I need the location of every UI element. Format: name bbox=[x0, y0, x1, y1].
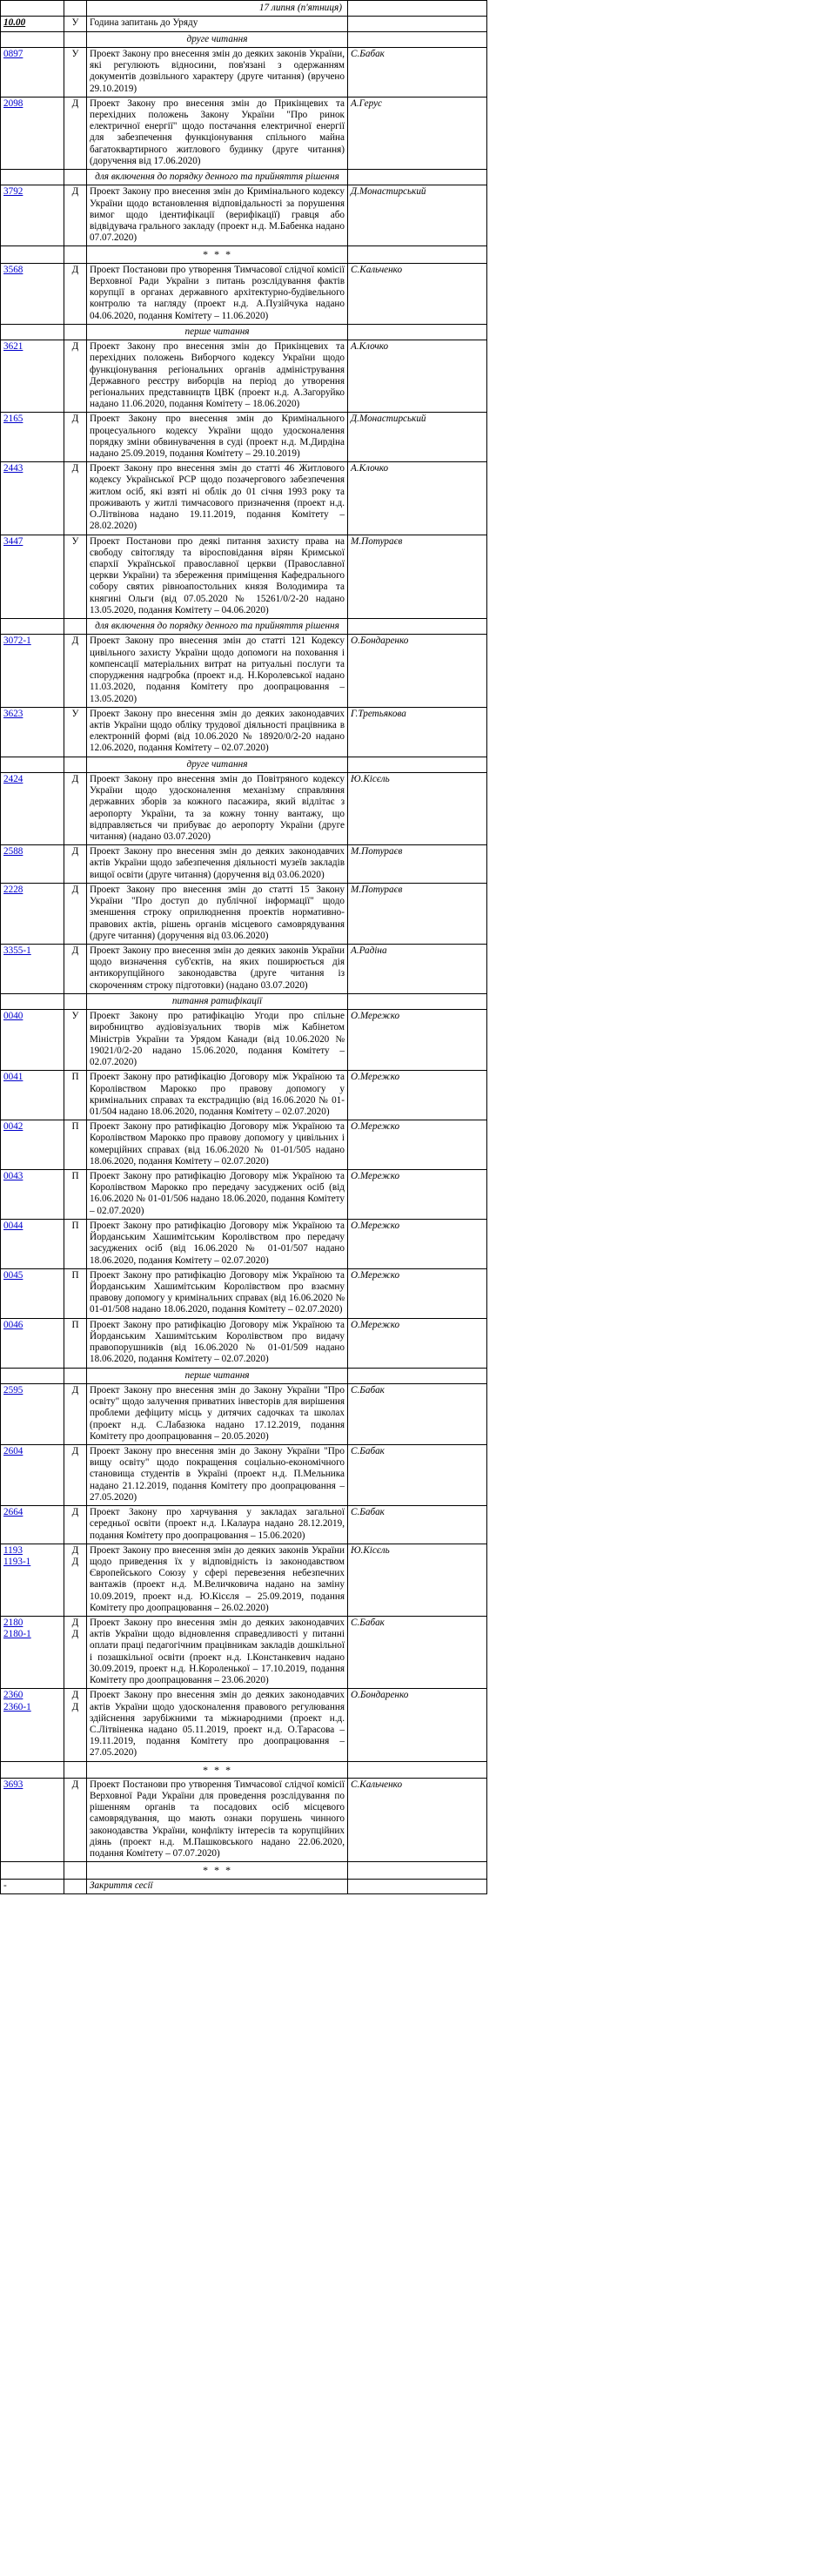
responsible-person: С.Кальченко bbox=[348, 263, 487, 324]
bill-number-link[interactable]: 2588 bbox=[3, 846, 23, 858]
bill-type-cell bbox=[64, 1071, 87, 1120]
bill-number-link[interactable]: 0043 bbox=[3, 1171, 23, 1182]
heading-type-cell bbox=[64, 170, 87, 185]
bill-title: Година запитань до Уряду bbox=[87, 17, 348, 31]
closing-type-cell bbox=[64, 1879, 87, 1893]
bill-type-code: Д bbox=[71, 341, 79, 353]
separator-label: * * * bbox=[87, 1862, 348, 1879]
bill-type-code: П bbox=[71, 1171, 79, 1182]
bill-type-cell bbox=[64, 635, 87, 707]
section-heading-row bbox=[1, 170, 838, 185]
bill-type-cell bbox=[64, 1383, 87, 1444]
responsible-person: О.Мережко bbox=[348, 1219, 487, 1268]
bill-type-code: П bbox=[71, 1220, 79, 1231]
bill-number-cell[interactable] bbox=[1, 1383, 64, 1444]
bill-number-link-alt[interactable]: 2180-1 bbox=[3, 1629, 31, 1640]
bill-type-cell bbox=[64, 535, 87, 619]
bill-number-cell[interactable] bbox=[1, 1219, 64, 1268]
responsible-person: О.Мережко bbox=[348, 1010, 487, 1071]
responsible-person: С.Бабак bbox=[348, 1506, 487, 1544]
bill-number-link-alt[interactable]: 2360-1 bbox=[3, 1701, 31, 1712]
bill-title: Проект Закону про внесення змін до Закону України "Про освіту" щодо залучення приватних інвесторів для вирішення проблеми дефіциту місць у дитячих садочках та школах (проект н.д. С.Лабазюка надано 17.12.2019, подання Комітету про доопрацювання – 20.05.2020) bbox=[87, 1383, 348, 1444]
bill-type-code: Д bbox=[71, 884, 79, 895]
heading-person-cell bbox=[348, 757, 487, 772]
bill-title: Проект Закону про внесення змін до деяких законодавчих актів України щодо відновлення справедливості у питанні оплати праці педагогічним працівникам закладів дошкільної і позашкільної освіти (проект н.д. І.Констанкевич надано 30.09.2019, проект н.д. Н.Короленької – 17.10.2019, подання Комітету про доопрацювання – 23.06.2020) bbox=[87, 1617, 348, 1689]
section-heading-row bbox=[1, 1368, 838, 1383]
responsible-person: Г.Третьякова bbox=[348, 707, 487, 757]
heading-type-cell bbox=[64, 993, 87, 1009]
bill-number-link[interactable]: 2443 bbox=[3, 463, 23, 474]
bill-title: Проект Закону про внесення змін до статті 46 Житлового кодексу Української РСР щодо позачергового забезпечення житлом осіб, які взяті ні облік до 01 січня 1993 року та проживають у житлі тимчасового призначення (проект н.д. О.Літвінова надано 19.11.2019, подання Комітету – 28.02.2020) bbox=[87, 462, 348, 535]
bill-number-cell[interactable] bbox=[1, 1506, 64, 1544]
bill-type-cell bbox=[64, 945, 87, 994]
bill-type-code: Д bbox=[71, 1618, 79, 1629]
bill-type-code: Д bbox=[71, 264, 79, 275]
bill-type-code: Д bbox=[71, 1445, 79, 1456]
responsible-person: Ю.Кісєль bbox=[348, 1544, 487, 1616]
bill-number-cell[interactable] bbox=[1, 185, 64, 246]
responsible-person: Д.Монастирський bbox=[348, 185, 487, 246]
bill-title: Проект Закону про ратифікацію Договору між Україною та Йорданським Хашимітським Королівством про видачу правопорушників (від 16.06.2020 № 01-01/509 надано 18.06.2020, подання Комітету – 02.07.2020) bbox=[87, 1318, 348, 1368]
bill-type-cell bbox=[64, 1120, 87, 1170]
bill-type-cell bbox=[64, 1170, 87, 1220]
bill-title: Проект Закону про внесення змін до деяких законодавчих актів України щодо забезпечення діяльності музеїв закладів вищої освіти (друге читання) (доручення від 03.06.2020) bbox=[87, 845, 348, 884]
bill-type-cell bbox=[64, 263, 87, 324]
heading-type-cell bbox=[64, 757, 87, 772]
bill-title: Проект Закону про внесення змін до статті 121 Кодексу цивільного захисту України щодо допомоги на поховання і компенсації матеріальних витрат на ритуальні послуги та спорудження надгробка (проект н.д. Н.Королевської надано 11.03.2020, подання Комітету про доопрацювання – 13.05.2020) bbox=[87, 635, 348, 707]
agenda-item-row bbox=[1, 1444, 838, 1505]
heading-type-cell bbox=[64, 619, 87, 635]
section-heading-label: для включення до порядку денного та прийняття рішення bbox=[87, 619, 348, 635]
bill-type-code: П bbox=[71, 1269, 79, 1281]
responsible-person: О.Бондаренко bbox=[348, 635, 487, 707]
bill-title: Проект Закону про ратифікацію Договору між Україною та Йорданським Хашимітським Королівством про передачу засуджених осіб (від 16.06.2020 № 01-01/507 надано 18.06.2020, подання Комітету – 02.07.2020) bbox=[87, 1219, 348, 1268]
responsible-person: А.Клочко bbox=[348, 462, 487, 535]
bill-number-link[interactable]: 0046 bbox=[3, 1319, 23, 1330]
responsible-person: О.Мережко bbox=[348, 1170, 487, 1220]
heading-person-cell bbox=[348, 246, 487, 263]
bill-number-cell[interactable] bbox=[1, 535, 64, 619]
date-header-person-cell bbox=[348, 1, 487, 17]
bill-number-cell[interactable] bbox=[1, 17, 64, 31]
bill-number-cell[interactable] bbox=[1, 1544, 64, 1616]
heading-person-cell bbox=[348, 31, 487, 47]
bill-type-code: П bbox=[71, 1121, 79, 1133]
heading-person-cell bbox=[348, 619, 487, 635]
section-heading-row bbox=[1, 31, 838, 47]
responsible-person: С.Бабак bbox=[348, 1383, 487, 1444]
bill-number-link[interactable]: 0041 bbox=[3, 1072, 23, 1083]
section-heading-label: перше читання bbox=[87, 1368, 348, 1383]
section-heading-row bbox=[1, 757, 838, 772]
bill-number-cell[interactable] bbox=[1, 263, 64, 324]
responsible-person: О.Мережко bbox=[348, 1120, 487, 1170]
bill-title: Проект Закону про внесення змін до Кримінального кодексу України щодо встановлення відповідальності за порушення вимог щодо ідентифікації (верифікації) гравця або відвідувача грального закладу (проект н.д. М.Бабенка надано 07.07.2020) bbox=[87, 185, 348, 246]
heading-num-cell bbox=[1, 993, 64, 1009]
heading-num-cell bbox=[1, 170, 64, 185]
bill-number-link[interactable]: 3355-1 bbox=[3, 945, 31, 956]
agenda-item-row bbox=[1, 635, 838, 707]
responsible-person: Ю.Кісєль bbox=[348, 772, 487, 844]
agenda-item-row bbox=[1, 1120, 838, 1170]
bill-number-link[interactable]: 0044 bbox=[3, 1220, 23, 1231]
agenda-item-row bbox=[1, 1318, 838, 1368]
closing-label: Закриття сесії bbox=[87, 1879, 348, 1893]
separator-row bbox=[1, 1862, 838, 1879]
bill-type-cell bbox=[64, 340, 87, 413]
bill-type-cell bbox=[64, 1506, 87, 1544]
bill-title: Проект Закону про ратифікацію Договору між Україною та Королівством Марокко про правову допомогу у кримінальних справах та екстрадицію (від 16.06.2020 № 01-01/504 надано 18.06.2020, подання Комітету – 02.07.2020) bbox=[87, 1071, 348, 1120]
agenda-item-row bbox=[1, 1689, 838, 1761]
agenda-item-row bbox=[1, 47, 838, 97]
session-time: 10.00 bbox=[3, 17, 26, 29]
agenda-item-row bbox=[1, 340, 838, 413]
section-heading-row bbox=[1, 993, 838, 1009]
bill-type-code: Д bbox=[71, 1384, 79, 1396]
bill-type-code: Д bbox=[71, 98, 79, 109]
bill-type-cell bbox=[64, 1689, 87, 1761]
responsible-person: С.Бабак bbox=[348, 1444, 487, 1505]
heading-person-cell bbox=[348, 324, 487, 340]
section-heading-label: перше читання bbox=[87, 324, 348, 340]
bill-number-cell[interactable] bbox=[1, 413, 64, 462]
bill-type-cell bbox=[64, 1778, 87, 1862]
bill-type-code: Д bbox=[71, 1690, 79, 1701]
date-header-label: 17 липня (п'ятниця) bbox=[87, 1, 348, 17]
heading-type-cell bbox=[64, 324, 87, 340]
bill-type-cell bbox=[64, 845, 87, 884]
agenda-item-row bbox=[1, 845, 838, 884]
agenda-item-row bbox=[1, 945, 838, 994]
bill-number-cell[interactable] bbox=[1, 47, 64, 97]
responsible-person: М.Потураєв bbox=[348, 535, 487, 619]
agenda-item-row bbox=[1, 883, 838, 944]
bill-type-cell bbox=[64, 1444, 87, 1505]
responsible-person: Д.Монастирський bbox=[348, 413, 487, 462]
bill-type-cell bbox=[64, 17, 87, 31]
bill-type-cell bbox=[64, 1219, 87, 1268]
responsible-person: А.Герус bbox=[348, 97, 487, 169]
bill-number-link[interactable]: 2228 bbox=[3, 884, 23, 895]
bill-type-code: П bbox=[71, 1319, 79, 1330]
responsible-person bbox=[348, 17, 487, 31]
bill-number-cell[interactable] bbox=[1, 1689, 64, 1761]
bill-type-cell bbox=[64, 185, 87, 246]
bill-number-cell[interactable] bbox=[1, 1120, 64, 1170]
bill-number-link[interactable]: 2604 bbox=[3, 1445, 23, 1456]
bill-type-code: Д bbox=[71, 1507, 79, 1518]
separator-label: * * * bbox=[87, 246, 348, 263]
bill-title: Проект Закону про внесення змін до Закону України "Про вищу освіту" щодо покращення соціально-економічного становища студентів в Україні (проект н.д. П.Мельника надано 21.12.2019, подання Комітету про доопрацювання – 27.05.2020) bbox=[87, 1444, 348, 1505]
heading-num-cell bbox=[1, 1368, 64, 1383]
bill-type-cell bbox=[64, 413, 87, 462]
bill-title: Проект Закону про внесення змін до Повітряного кодексу України щодо удосконалення механізму справляння державних зборів за кожного пасажира, який відлітає з аеропорту України, та за кожну тонну вантажу, що відправляється чи прибуває до аеропорту України (друге читання) (надано 03.07.2020) bbox=[87, 772, 348, 844]
responsible-person: М.Потураєв bbox=[348, 845, 487, 884]
heading-person-cell bbox=[348, 1862, 487, 1879]
bill-title: Проект Постанови про утворення Тимчасової слідчої комісії Верховної Ради України з питань розслідування фактів корупції в органах державного архітектурно-будівельного контролю та нагляду (проект н.д. А.Пузійчука надано 04.06.2020, подання Комітету – 11.06.2020) bbox=[87, 263, 348, 324]
agenda-item-row bbox=[1, 1506, 838, 1544]
responsible-person: О.Мережко bbox=[348, 1268, 487, 1318]
bill-number-cell[interactable] bbox=[1, 635, 64, 707]
agenda-item-row bbox=[1, 1219, 838, 1268]
bill-type-code: У bbox=[71, 1011, 79, 1022]
bill-title: Проект Закону про внесення змін до деяких законів України, які регулюють відносини, пов'язані з одержанням документів дозвільного характеру (друге читання) (вручено 29.10.2019) bbox=[87, 47, 348, 97]
bill-number-link[interactable]: 1193 bbox=[3, 1544, 23, 1556]
bill-title: Проект Закону про харчування у закладах загальної середньої освіти (проект н.д. І.Калаура надано 28.12.2019, подання Комітету про доопрацювання – 15.06.2020) bbox=[87, 1506, 348, 1544]
bill-type-cell bbox=[64, 97, 87, 169]
date-header-row bbox=[1, 1, 838, 17]
bill-title: Проект Закону про ратифікацію Договору між Україною та Йорданським Хашимітським Королівством про взаємну правову допомогу у кримінальних справах (від 16.06.2020 № 01-01/508 надано 18.06.2020, подання Комітету – 02.07.2020) bbox=[87, 1268, 348, 1318]
closing-person-cell bbox=[348, 1879, 487, 1893]
bill-number-cell[interactable] bbox=[1, 462, 64, 535]
agenda-item-row bbox=[1, 707, 838, 757]
bill-type-code-alt: Д bbox=[71, 1701, 79, 1712]
section-heading-row bbox=[1, 619, 838, 635]
heading-type-cell bbox=[64, 1862, 87, 1879]
bill-number-cell[interactable] bbox=[1, 1617, 64, 1689]
agenda-item-row bbox=[1, 772, 838, 844]
agenda-body bbox=[1, 1, 838, 1894]
bill-number-link[interactable]: 2424 bbox=[3, 773, 23, 784]
bill-type-cell bbox=[64, 1010, 87, 1071]
bill-number-link[interactable]: 2595 bbox=[3, 1384, 23, 1396]
bill-type-cell bbox=[64, 707, 87, 757]
bill-type-code: Д bbox=[71, 414, 79, 425]
bill-type-code: Д bbox=[71, 1544, 79, 1556]
bill-title: Проект Закону про внесення змін до деяких законодавчих актів України щодо удосконалення правового регулювання здійснення зарубіжними та міжнародними (проект н.д. С.Літвіненка надано 05.11.2019, проект н.д. О.Тарасова – 19.11.2019, подання Комітету про доопрацювання – 27.05.2020) bbox=[87, 1689, 348, 1761]
agenda-item-row bbox=[1, 462, 838, 535]
heading-num-cell bbox=[1, 1761, 64, 1778]
agenda-item-row bbox=[1, 185, 838, 246]
bill-number-cell[interactable] bbox=[1, 772, 64, 844]
bill-number-cell[interactable] bbox=[1, 340, 64, 413]
bill-number-link[interactable]: 2165 bbox=[3, 414, 23, 425]
closing-row bbox=[1, 1879, 838, 1893]
bill-number-link[interactable]: 3447 bbox=[3, 535, 23, 547]
responsible-person: А.Радіна bbox=[348, 945, 487, 994]
heading-person-cell bbox=[348, 1368, 487, 1383]
agenda-item-row bbox=[1, 535, 838, 619]
bill-number-link[interactable]: 3072-1 bbox=[3, 636, 31, 647]
agenda-item-row bbox=[1, 17, 838, 31]
bill-type-code: Д bbox=[71, 945, 79, 956]
bill-number-link[interactable]: 2360 bbox=[3, 1690, 23, 1701]
bill-type-code: Д bbox=[71, 636, 79, 647]
agenda-item-row bbox=[1, 1544, 838, 1616]
bill-number-link[interactable]: 2664 bbox=[3, 1507, 23, 1518]
agenda-item-row bbox=[1, 1010, 838, 1071]
heading-num-cell bbox=[1, 1862, 64, 1879]
date-header-num-cell bbox=[1, 1, 64, 17]
agenda-item-row bbox=[1, 1617, 838, 1689]
responsible-person: С.Бабак bbox=[348, 47, 487, 97]
section-heading-label: для включення до порядку денного та прийняття рішення bbox=[87, 170, 348, 185]
heading-num-cell bbox=[1, 757, 64, 772]
bill-title: Проект Закону про ратифікацію Договору між Україною та Королівством Марокко про передачу засуджених осіб (від 16.06.2020 № 01-01/506 надано 18.06.2020, подання Комітету – 02.07.2020) bbox=[87, 1170, 348, 1220]
bill-type-cell bbox=[64, 883, 87, 944]
responsible-person: О.Мережко bbox=[348, 1318, 487, 1368]
bill-type-code-alt: Д bbox=[71, 1556, 79, 1567]
bill-type-code: Д bbox=[71, 773, 79, 784]
heading-person-cell bbox=[348, 993, 487, 1009]
heading-type-cell bbox=[64, 31, 87, 47]
date-header-type-cell bbox=[64, 1, 87, 17]
bill-title: Проект Закону про внесення змін до статті 15 Закону України "Про доступ до публічної інформації" щодо зменшення строку оприлюднення проектів нормативно-правових актів, рішень органів місцевого самоврядування (друге читання) (доручення від 03.06.2020) bbox=[87, 883, 348, 944]
bill-type-code: У bbox=[71, 48, 79, 59]
bill-type-cell bbox=[64, 1268, 87, 1318]
bill-title: Проект Закону про внесення змін до Прикінцевих та перехідних положень Закону України "Про ринок електричної енергії" щодо постачання електричної енергії для забезпечення функціонування спільного майна багатоквартирного житлового будинку (друге читання) (доручення від 17.06.2020) bbox=[87, 97, 348, 169]
bill-number-cell[interactable] bbox=[1, 97, 64, 169]
bill-number-link-alt[interactable]: 1193-1 bbox=[3, 1556, 31, 1567]
bill-number-link[interactable]: 3623 bbox=[3, 708, 23, 719]
agenda-item-row bbox=[1, 263, 838, 324]
agenda-item-row bbox=[1, 1383, 838, 1444]
responsible-person: О.Мережко bbox=[348, 1071, 487, 1120]
bill-number-cell[interactable] bbox=[1, 1170, 64, 1220]
responsible-person: С.Кальченко bbox=[348, 1778, 487, 1862]
bill-type-code: Д bbox=[71, 463, 79, 474]
bill-number-cell[interactable] bbox=[1, 1778, 64, 1862]
bill-title: Проект Постанови про деякі питання захисту права на свободу світогляду та віросповідання вірян Кримської єпархії Української православної церкви (Православної церкви України) та збереження приміщення Кафедрального собору святих рівноапостольних князя Володимира та княгині Ольги (від 07.05.2020 № 15261/0/2-20 надано 13.05.2020, подання Комітету – 04.06.2020) bbox=[87, 535, 348, 619]
heading-num-cell bbox=[1, 31, 64, 47]
bill-number-cell[interactable] bbox=[1, 945, 64, 994]
responsible-person: О.Бондаренко bbox=[348, 1689, 487, 1761]
bill-number-cell[interactable] bbox=[1, 1010, 64, 1071]
bill-type-code: П bbox=[71, 1072, 79, 1083]
bill-title: Проект Закону про ратифікацію Договору між Україною та Королівством Марокко про правову допомогу у цивільних і комерційних справах (від 16.06.2020 № 01-01/505 надано 18.06.2020, подання Комітету – 02.07.2020) bbox=[87, 1120, 348, 1170]
heading-person-cell bbox=[348, 1761, 487, 1778]
bill-type-code: У bbox=[71, 708, 79, 719]
responsible-person: А.Клочко bbox=[348, 340, 487, 413]
bill-number-link[interactable]: 2180 bbox=[3, 1618, 23, 1629]
bill-number-link[interactable]: 0040 bbox=[3, 1011, 23, 1022]
bill-number-cell[interactable] bbox=[1, 1268, 64, 1318]
bill-title: Проект Закону про внесення змін до деяких законодавчих актів України щодо обліку трудової діяльності працівника в електронній формі (від 10.06.2020 № 18920/0/2-20 надано 12.06.2020, подання Комітету – 02.07.2020) bbox=[87, 707, 348, 757]
section-heading-label: друге читання bbox=[87, 757, 348, 772]
closing-number: - bbox=[1, 1879, 64, 1893]
bill-type-code: Д bbox=[71, 1779, 79, 1790]
bill-number-link[interactable]: 3568 bbox=[3, 264, 23, 275]
bill-type-cell bbox=[64, 1617, 87, 1689]
heading-type-cell bbox=[64, 1368, 87, 1383]
bill-title: Проект Закону про внесення змін до деяких законів України щодо приведення їх у відповідність із законодавством Європейського Союзу у сфері перевезення небезпечних вантажів (проект н.д. М.Величковича надано на заміну 10.09.2019, проект н.д. Ю.Кісєля – 25.09.2019, подання Комітету про доопрацювання – 26.02.2020) bbox=[87, 1544, 348, 1616]
heading-num-cell bbox=[1, 324, 64, 340]
bill-type-code: Д bbox=[71, 186, 79, 198]
bill-type-code: Д bbox=[71, 846, 79, 858]
bill-type-code: У bbox=[71, 535, 79, 547]
agenda-item-row bbox=[1, 1071, 838, 1120]
section-heading-label: друге читання bbox=[87, 31, 348, 47]
bill-title: Проект Закону про внесення змін до деяких законів України щодо визначення суб'єктів, на яких поширюється дія антикорупційного законодавства (друге читання із скороченням строку підготовки) (надано 03.07.2020) bbox=[87, 945, 348, 994]
bill-number-link[interactable]: 3792 bbox=[3, 186, 23, 198]
bill-number-cell[interactable] bbox=[1, 1071, 64, 1120]
bill-type-cell bbox=[64, 1318, 87, 1368]
bill-title: Проект Закону про ратифікацію Угоди про спільне виробництво аудіовізуальних творів між Кабінетом Міністрів України та Урядом Канади (від 10.06.2020 № 19021/0/2-20 надано 15.06.2020, подання Комітету – 02.07.2020) bbox=[87, 1010, 348, 1071]
bill-title: Проект Закону про внесення змін до Кримінального процесуального кодексу України щодо удосконалення порядку зміни обвинувачення в суді (проект н.д. М.Дирдіна надано 25.09.2019, подання Комітету – 29.10.2019) bbox=[87, 413, 348, 462]
bill-type-cell bbox=[64, 1544, 87, 1616]
agenda-item-row bbox=[1, 97, 838, 169]
heading-person-cell bbox=[348, 170, 487, 185]
separator-row bbox=[1, 1761, 838, 1778]
separator-label: * * * bbox=[87, 1761, 348, 1778]
bill-type-code: У bbox=[71, 17, 79, 29]
bill-number-cell[interactable] bbox=[1, 1318, 64, 1368]
agenda-item-row bbox=[1, 1170, 838, 1220]
heading-type-cell bbox=[64, 1761, 87, 1778]
bill-number-cell[interactable] bbox=[1, 707, 64, 757]
bill-title: Проект Постанови про утворення Тимчасової слідчої комісії Верховної Ради України для проведення розслідування по рішенням органів та посадових осіб місцевого самоврядування, що мають ознаки порушень чинного законодавства України, конфлікту інтересів та корупційних діянь (проект н.д. М.Пашковського надано 22.06.2020, подання Комітету – 07.07.2020) bbox=[87, 1778, 348, 1862]
section-heading-label: питання ратифікації bbox=[87, 993, 348, 1009]
responsible-person: М.Потураєв bbox=[348, 883, 487, 944]
bill-number-link[interactable]: 0897 bbox=[3, 48, 23, 59]
bill-number-link[interactable]: 3621 bbox=[3, 341, 23, 353]
separator-row bbox=[1, 246, 838, 263]
bill-number-link[interactable]: 2098 bbox=[3, 98, 23, 109]
section-heading-row bbox=[1, 324, 838, 340]
heading-num-cell bbox=[1, 246, 64, 263]
bill-type-cell bbox=[64, 47, 87, 97]
bill-type-cell bbox=[64, 462, 87, 535]
bill-title: Проект Закону про внесення змін до Прикінцевих та перехідних положень Виборчого кодексу України щодо функціонування регіональних органів адміністрування Державного реєстру виборців на період до утворення регіональних представництв ЦВК (проект н.д. А.Загоруйко надано 11.06.2020, подання Комітету – 18.06.2020) bbox=[87, 340, 348, 413]
bill-number-link[interactable]: 0045 bbox=[3, 1269, 23, 1281]
heading-type-cell bbox=[64, 246, 87, 263]
bill-type-code-alt: Д bbox=[71, 1629, 79, 1640]
agenda-item-row bbox=[1, 413, 838, 462]
bill-type-cell bbox=[64, 772, 87, 844]
bill-number-cell[interactable] bbox=[1, 1444, 64, 1505]
heading-num-cell bbox=[1, 619, 64, 635]
bill-number-cell[interactable] bbox=[1, 845, 64, 884]
agenda-item-row bbox=[1, 1778, 838, 1862]
responsible-person: С.Бабак bbox=[348, 1617, 487, 1689]
bill-number-link[interactable]: 0042 bbox=[3, 1121, 23, 1133]
bill-number-cell[interactable] bbox=[1, 883, 64, 944]
agenda-item-row bbox=[1, 1268, 838, 1318]
bill-number-link[interactable]: 3693 bbox=[3, 1779, 23, 1790]
